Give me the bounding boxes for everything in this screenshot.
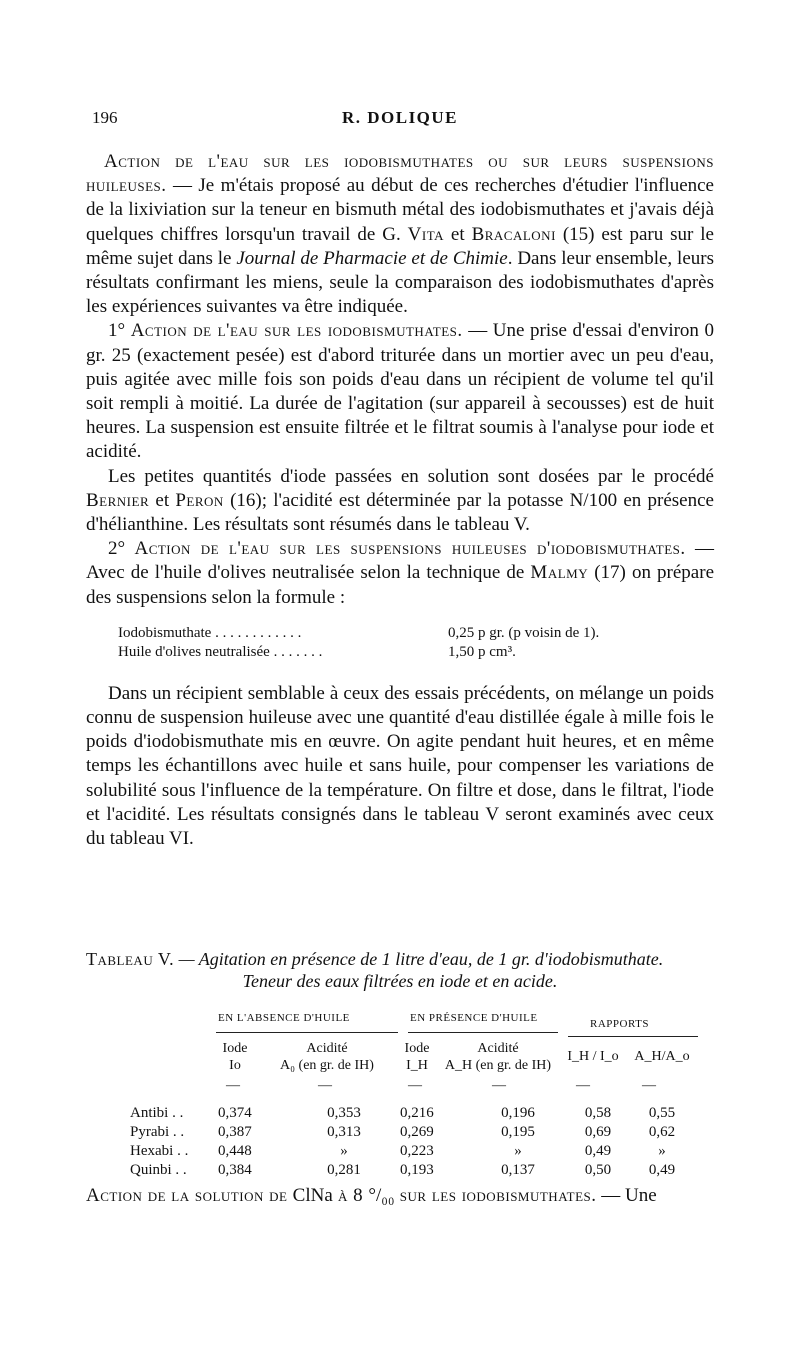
cell-ih: 0,193	[400, 1162, 434, 1178]
col-header-text: Acidité	[306, 1041, 348, 1056]
dash: —	[642, 1078, 656, 1093]
col-header-text: Iode	[404, 1041, 430, 1056]
cell-io: 0,448	[218, 1143, 252, 1159]
author-name: Malmy	[530, 562, 589, 584]
section-heading: Action de l'eau sur les iodobismuthates.	[130, 320, 463, 342]
author-name: Peron	[175, 489, 224, 511]
text-run: . Dans leur ensemble, leurs résultats confirmant les miens, seule la comparaison des iodobismuthates d'après les expériences suivantes va être indiquée.	[86, 247, 714, 318]
cell-ao: »	[340, 1143, 348, 1159]
col-header-text: A_H (en gr. de IH)	[444, 1058, 552, 1073]
section-heading: sur les iodobismuthates.	[394, 1185, 597, 1206]
dash: —	[318, 1078, 332, 1093]
cell-ah: »	[514, 1143, 522, 1159]
formula-label: Iodobismuthate . . . . . . . . . . . .	[118, 624, 302, 641]
col-header-text: Acidité	[477, 1041, 519, 1056]
col-header-io	[218, 1040, 252, 1074]
dash: —	[408, 1078, 422, 1093]
formula-row	[118, 643, 714, 662]
text-run: — Avec de l'huile d'olives neutralisée selon la technique de	[86, 538, 715, 584]
row-name: Pyrabi . .	[130, 1124, 185, 1140]
cell-r1: 0,50	[584, 1162, 612, 1178]
col-header-text: A₀ (en gr. de IH)	[280, 1058, 374, 1073]
cell-ih: 0,216	[400, 1105, 434, 1121]
author-name: Bracaloni	[471, 223, 556, 245]
paragraph-3	[86, 465, 714, 538]
closing-line	[86, 1184, 714, 1208]
col-header-ih	[400, 1040, 434, 1074]
paragraph-4	[86, 537, 714, 610]
section-heading: à 8	[332, 1185, 369, 1206]
table-label: Tableau V.	[86, 949, 175, 969]
section-number: 1°	[108, 320, 131, 342]
brace-rapports	[568, 1036, 698, 1037]
paragraph-1	[86, 150, 714, 319]
cell-io: 0,387	[218, 1124, 252, 1140]
section-heading: Action de l'eau sur les suspensions huileuses d'iodobismuthates.	[134, 538, 686, 560]
cell-r2: »	[658, 1143, 666, 1159]
body-text	[86, 150, 714, 851]
text-run: et	[443, 223, 472, 245]
cell-ih: 0,223	[400, 1143, 434, 1159]
cell-io: 0,374	[218, 1105, 252, 1121]
author-name: Bernier	[86, 489, 150, 511]
col-header-text: Iode	[222, 1041, 248, 1056]
cell-ah: 0,195	[501, 1124, 535, 1140]
cell-ih: 0,269	[400, 1124, 434, 1140]
caption-text: — Agitation en présence de 1 litre d'eau, de 1 gr. d'iodobismuthate.	[174, 949, 664, 969]
text-run: — Une	[596, 1185, 657, 1206]
paragraph-5: Dans un récipient semblable à ceux des essais précédents, on mélange un poids connu de suspension huileuse avec une quantité d'eau distillée égale à mille fois le poids d'iodobismuthate mis en œuvre. On agite pendant huit heures, et en même temps les échantillons avec huile et sans huile, pour compenser les variations de solubilité sous l'influence de la température. On filtre et dose, dans le filtrat, l'iode et l'acidité. Les résultats consignés dans le tableau V seront examinés avec ceux du tableau VI.	[86, 682, 714, 850]
row-name: Hexabi . .	[130, 1143, 189, 1159]
section-number: 2°	[108, 538, 135, 560]
col-header-r2: A_H/A_o	[634, 1049, 690, 1064]
formula-label: Huile d'olives neutralisée . . . . . . .	[118, 643, 323, 660]
paragraph-2	[86, 319, 714, 464]
text-run: — Je m'étais proposé au début de ces recherches d'étudier l'influence de la lixiviation sur la teneur en bismuth métal des iodobismuthates et j'avais déjà quelques chiffres lorsqu'un travail de G.	[86, 175, 714, 245]
formula-value: 0,25 p gr. (p voisin de 1).	[448, 624, 600, 641]
group-header-absence: EN L'ABSENCE D'HUILE	[218, 1012, 350, 1024]
brace-presence	[408, 1032, 558, 1033]
cell-ao: 0,353	[327, 1105, 361, 1121]
caption-line-2: Teneur des eaux filtrées en iode et en acide.	[242, 971, 558, 991]
text-run: Les petites quantités d'iode passées en solution sont dosées par le procédé	[108, 465, 714, 487]
col-header-r1: I_H / I_o	[567, 1049, 619, 1064]
formula-value: 1,50 p cm³.	[448, 643, 516, 660]
cell-r1: 0,58	[584, 1105, 612, 1121]
cell-io: 0,384	[218, 1162, 252, 1178]
page-number: 196	[92, 108, 118, 127]
brace-absence	[216, 1032, 398, 1033]
journal-title: Journal de Pharmacie et de Chimie	[236, 247, 508, 269]
text-run: (16); l'acidité est déterminée par la potasse N/100 en présence d'hélianthine. Les résultats sont résumés dans le tableau V.	[86, 489, 714, 536]
table-row	[130, 1104, 692, 1123]
dash: —	[492, 1078, 506, 1093]
running-title: R. DOLIQUE	[341, 108, 459, 127]
cell-r2: 0,62	[648, 1124, 676, 1140]
table-row	[130, 1123, 692, 1142]
row-name: Quinbi . .	[130, 1162, 187, 1178]
table-row	[130, 1142, 692, 1161]
cell-r2: 0,49	[648, 1162, 676, 1178]
group-header-presence: EN PRÉSENCE D'HUILE	[410, 1012, 538, 1024]
row-name: Antibi . .	[130, 1105, 184, 1121]
cell-ao: 0,313	[327, 1124, 361, 1140]
author-name: Vita	[407, 223, 444, 245]
cell-ah: 0,196	[501, 1105, 535, 1121]
dash: —	[576, 1078, 590, 1093]
col-header-ao	[254, 1040, 400, 1074]
unit: °/₀₀	[368, 1185, 395, 1206]
table-header	[130, 1012, 700, 1104]
cell-r2: 0,55	[648, 1105, 676, 1121]
text-run: (15) est paru sur le même sujet dans le	[86, 223, 714, 269]
caption-line-1	[86, 948, 714, 970]
text-run: (17) on prépare des suspensions selon la formule :	[86, 562, 715, 608]
table-body	[130, 1104, 692, 1180]
chemical-formula: ClNa	[292, 1185, 333, 1206]
formula-block	[118, 624, 714, 662]
col-header-text: I_H	[406, 1058, 428, 1073]
table-caption	[86, 948, 714, 992]
section-heading: Action de la solution de	[86, 1185, 293, 1206]
table-row	[130, 1161, 692, 1180]
formula-row	[118, 624, 714, 643]
section-heading: Action de l'eau sur les iodobismuthates ou sur leurs suspensions huileuses.	[86, 151, 714, 197]
text-run: — Une prise d'essai d'environ 0 gr. 25 (exactement pesée) est d'abord triturée dans un mortier avec un peu d'eau, puis agitée avec mille fois son poids d'eau dans un récipient de volume tel qu'il soit rempli à moitié. La durée de l'agitation (sur appareil à secousses) est de huit heures. La suspension est ensuite filtrée et le filtrat soumis à l'analyse pour iode et acidité.	[86, 320, 715, 463]
cell-ah: 0,137	[501, 1162, 535, 1178]
col-header-text: Io	[229, 1058, 241, 1073]
group-header-rapports: RAPPORTS	[590, 1018, 649, 1030]
cell-r1: 0,69	[584, 1124, 612, 1140]
table-v	[130, 1012, 700, 1180]
text-run: et	[149, 489, 176, 511]
dash: —	[226, 1078, 240, 1093]
cell-r1: 0,49	[584, 1143, 612, 1159]
cell-ao: 0,281	[327, 1162, 361, 1178]
col-header-ah	[436, 1040, 560, 1074]
